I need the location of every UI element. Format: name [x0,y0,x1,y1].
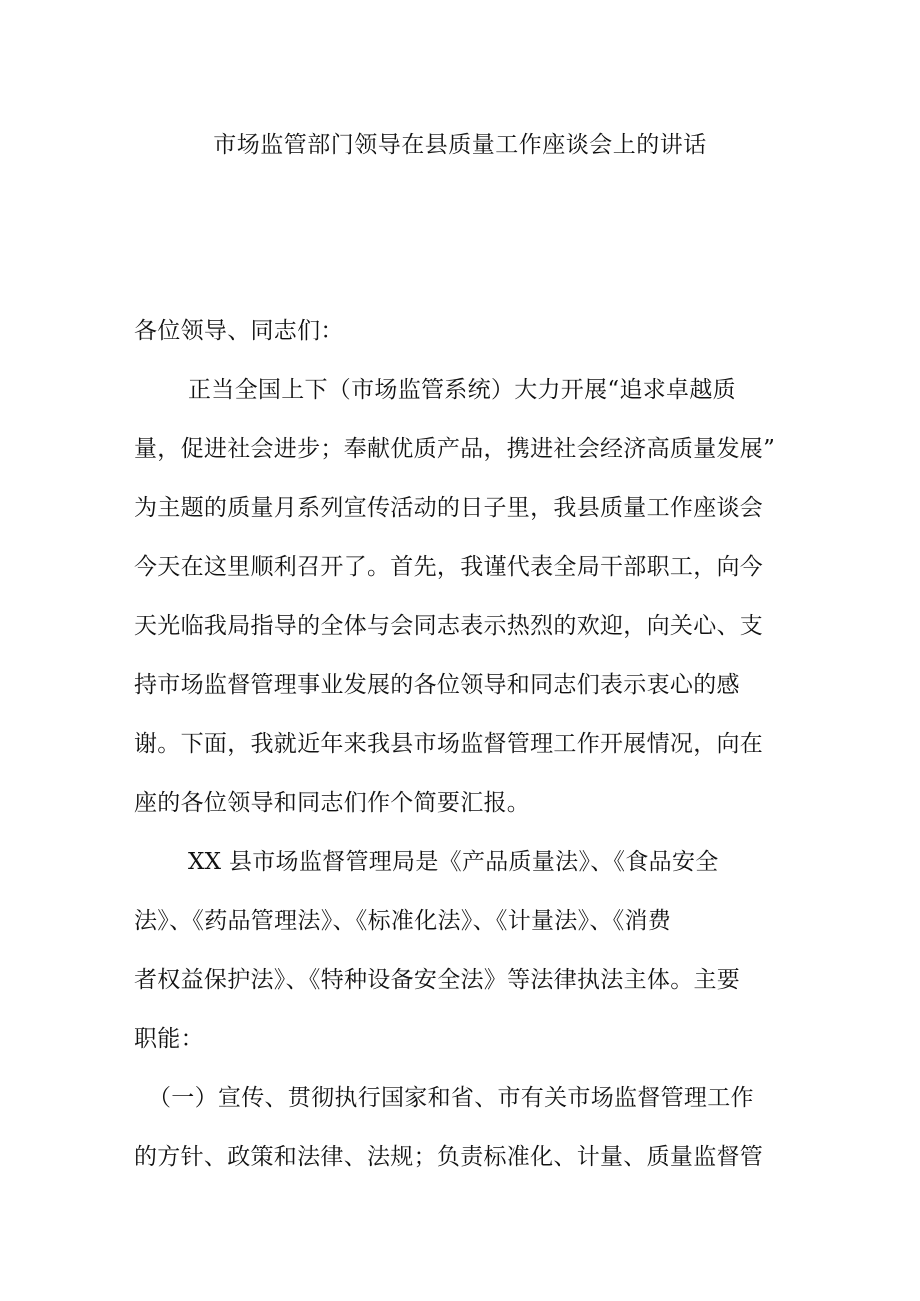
salutation [134,302,790,361]
paragraph-3 [134,1069,790,1187]
paragraph-line: 量，促进社会进步；奉献优质产品，携进社会经济高质量发展” [134,436,776,462]
paragraph-line: （一）宣传、贯彻执行国家和省、市有关市场监督管理工作 [148,1085,754,1111]
paragraph-line: 职能： [134,1026,204,1052]
paragraph-2 [134,833,790,1069]
document-body [134,302,790,1187]
paragraph-line: 谢。下面，我就近年来我县市场监督管理工作开展情况，向在 [134,731,764,757]
paragraph-line: XX 县市场监督管理局是《产品质量法》、《食品安全 [188,849,719,875]
paragraph-line: 的方针、政策和法律、法规；负责标准化、计量、质量监督管 [134,1144,764,1170]
paragraph-line: 今天在这里顺利召开了。首先，我谨代表全局干部职工，向今 [134,554,764,580]
paragraph-line: 为主题的质量月系列宣传活动的日子里，我县质量工作座谈会 [134,495,764,521]
paragraph-line: 座的各位领导和同志们作个简要汇报。 [134,790,531,816]
paragraph-line: 天光临我局指导的全体与会同志表示热烈的欢迎，向关心、支 [134,613,764,639]
salutation-line: 各位领导、同志们： [134,318,344,344]
paragraph-line: 持市场监督管理事业发展的各位领导和同志们表示衷心的感 [134,672,740,698]
document-title: 市场监管部门领导在县质量工作座谈会上的讲话 [213,132,707,158]
paragraph-line: 法》、《药品管理法》、《标准化法》、《计量法》、《消费 [134,908,672,934]
paragraph-line: 者权益保护法》、《特种设备安全法》等法律执法主体。主要 [134,967,741,993]
paragraph-1 [134,361,790,833]
paragraph-line: 正当全国上下（市场监管系统）大力开展“追求卓越质 [188,377,736,403]
